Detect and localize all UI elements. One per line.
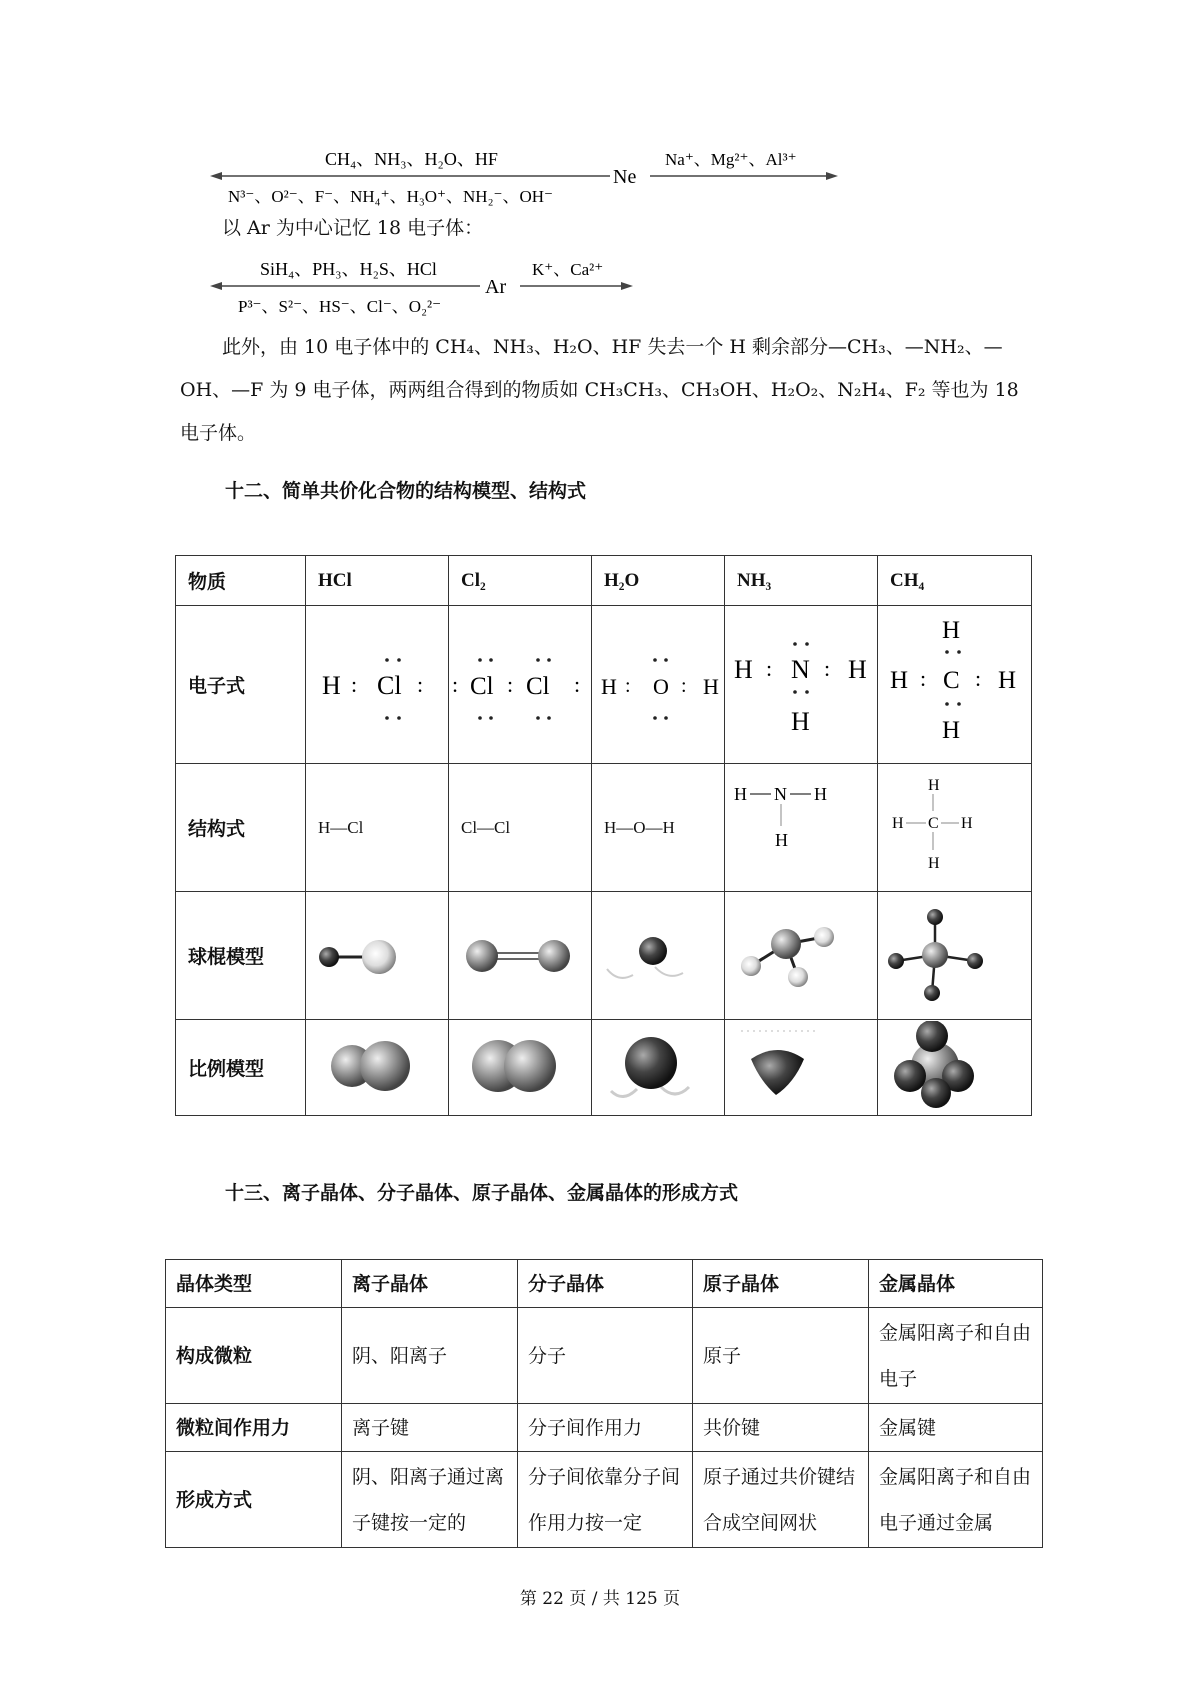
section12-title: 十二、简单共价化合物的结构模型、结构式 [225,480,587,502]
electron-formula-hcl [306,606,449,764]
eighteen-electron-diagram [210,250,650,320]
ar-intro: 以 Ar 为中心记忆 18 电子体： [222,217,484,239]
row-label-particles: 构成微粒 [166,1308,342,1404]
crystal-type-table [165,1259,1043,1548]
structural-ch4 [878,764,1032,892]
diag10-center: Ne [613,166,637,188]
svg-text::: : [681,674,687,697]
svg-text::: : [625,674,631,697]
space-filling-ch4 [878,1020,1032,1116]
cell-molecular-forces: 分子间作用力 [518,1404,693,1452]
svg-text:Cl: Cl [377,670,402,700]
space-filling-h2o [592,1020,725,1116]
diag10-left-bottom: N³⁻、O²⁻、F⁻、NH₄⁺、H₃O⁺、NH₂⁻、OH⁻ [228,187,554,206]
svg-text:H: H [889,666,908,694]
space-filling-nh3 [725,1020,878,1116]
svg-text:N: N [791,654,810,684]
electron-formula-nh3 [725,606,878,764]
svg-text::: : [919,665,926,691]
svg-text::: : [824,655,831,681]
svg-text:H: H [848,654,867,684]
cell-atomic-forces: 共价键 [693,1404,869,1452]
svg-text:H: H [814,783,827,804]
cell-ionic-particles: 阴、阳离子 [342,1308,518,1404]
header-substance: 物质 [176,556,306,606]
page-footer: 第 22 页 / 共 125 页 [519,1589,681,1609]
ball-stick-nh3 [725,892,878,1020]
crystal-header-row [166,1260,1043,1308]
cell-atomic-particles: 原子 [693,1308,869,1404]
ball-stick-cl2 [449,892,592,1020]
header-metallic: 金属晶体 [869,1260,1043,1308]
row-label-structural: 结构式 [176,764,306,892]
diag18-right-top: K⁺、Ca²⁺ [532,260,604,279]
svg-text::: : [574,671,581,697]
svg-text:H: H [703,673,719,699]
electron-formula-cl2 [449,606,592,764]
space-filling-cl2 [449,1020,592,1116]
diag18-center: Ar [485,276,507,298]
header-atomic: 原子晶体 [693,1260,869,1308]
svg-text:H: H [734,654,753,684]
row-label-formation: 形成方式 [166,1452,342,1548]
svg-text:H: H [322,670,341,700]
table-header-row [176,556,1032,606]
svg-text:H: H [791,706,810,736]
header-ionic: 离子晶体 [342,1260,518,1308]
diag10-right-top: Na⁺、Mg²⁺、Al³⁺ [665,150,797,169]
svg-text:H: H [997,666,1016,694]
diag18-left-bottom: P³⁻、S²⁻、HS⁻、Cl⁻、O₂²⁻ [238,297,442,316]
cell-molecular-particles: 分子 [518,1308,693,1404]
svg-text::: : [974,665,981,691]
svg-text:H: H [775,829,788,850]
structural-h2o: H—O—H [592,764,725,892]
table-row [166,1452,1043,1548]
section13-title: 十三、离子晶体、分子晶体、原子晶体、金属晶体的形成方式 [225,1182,739,1204]
svg-text:H: H [941,716,960,744]
diag18-left-top: SiH₄、PH₃、H₂S、HCl [260,259,437,279]
cell-metallic-particles: 金属阳离子和自由电子 [869,1308,1043,1404]
ball-stick-row [176,892,1032,1020]
svg-text:N: N [774,783,787,804]
svg-text::: : [507,671,514,697]
svg-text:H: H [891,814,904,832]
svg-text::: : [766,655,773,681]
svg-text::: : [452,671,459,697]
svg-text:H: H [927,854,940,872]
svg-text:C: C [927,814,939,832]
electron-formula-row [176,606,1032,764]
electron-formula-ch4 [878,606,1032,764]
svg-text:H: H [927,776,940,794]
cell-metallic-forces: 金属键 [869,1404,1043,1452]
structural-formula-row [176,764,1032,892]
cell-atomic-formation: 原子通过共价键结合成空间网状 [693,1452,869,1548]
structural-hcl: H—Cl [306,764,449,892]
svg-text::: : [351,671,358,697]
svg-text:H: H [960,814,973,832]
cell-metallic-formation: 金属阳离子和自由电子通过金属 [869,1452,1043,1548]
table-row [166,1308,1043,1404]
cell-molecular-formation: 分子间依靠分子间作用力按一定 [518,1452,693,1548]
svg-text:C: C [942,666,960,694]
header-crystal-type: 晶体类型 [166,1260,342,1308]
ball-stick-h2o [592,892,725,1020]
nine-electron-paragraph: 此外，由 10 电子体中的 CH₄、NH₃、H₂O、HF 失去一个 H 剩余部分—CH₃、—NH₂、—OH、—F 为 9 电子体，两两组合得到的物质如 CH₃CH₃、CH₃OH、H₂O₂、N₂H₄、F₂ 等也为 18 电子体。 [180,336,1019,444]
svg-text:O: O [653,673,669,699]
header-nh3: NH₃ [725,556,878,606]
row-label-space-filling: 比例模型 [176,1020,306,1116]
svg-text:Cl: Cl [470,672,494,700]
svg-text::: : [417,671,424,697]
cell-ionic-forces: 离子键 [342,1404,518,1452]
header-h2o: H₂O [592,556,725,606]
space-filling-hcl [306,1020,449,1116]
molecule-model-table [175,555,1032,1116]
header-hcl: HCl [306,556,449,606]
space-filling-row [176,1020,1032,1116]
diag10-left-top: CH₄、NH₃、H₂O、HF [325,149,498,169]
row-label-forces: 微粒间作用力 [166,1404,342,1452]
row-label-ball-stick: 球棍模型 [176,892,306,1020]
svg-text:H: H [734,783,747,804]
header-molecular: 分子晶体 [518,1260,693,1308]
svg-text:H: H [941,616,960,644]
row-label-electron: 电子式 [176,606,306,764]
ball-stick-ch4 [878,892,1032,1020]
svg-text:H: H [601,673,617,699]
electron-formula-h2o [592,606,725,764]
structural-nh3 [725,764,878,892]
table-row [166,1404,1043,1452]
ball-stick-hcl [306,892,449,1020]
svg-text:Cl: Cl [526,672,550,700]
header-cl2: Cl₂ [449,556,592,606]
header-ch4: CH₄ [878,556,1032,606]
ten-electron-diagram [210,140,850,210]
structural-cl2: Cl—Cl [449,764,592,892]
cell-ionic-formation: 阴、阳离子通过离子键按一定的 [342,1452,518,1548]
